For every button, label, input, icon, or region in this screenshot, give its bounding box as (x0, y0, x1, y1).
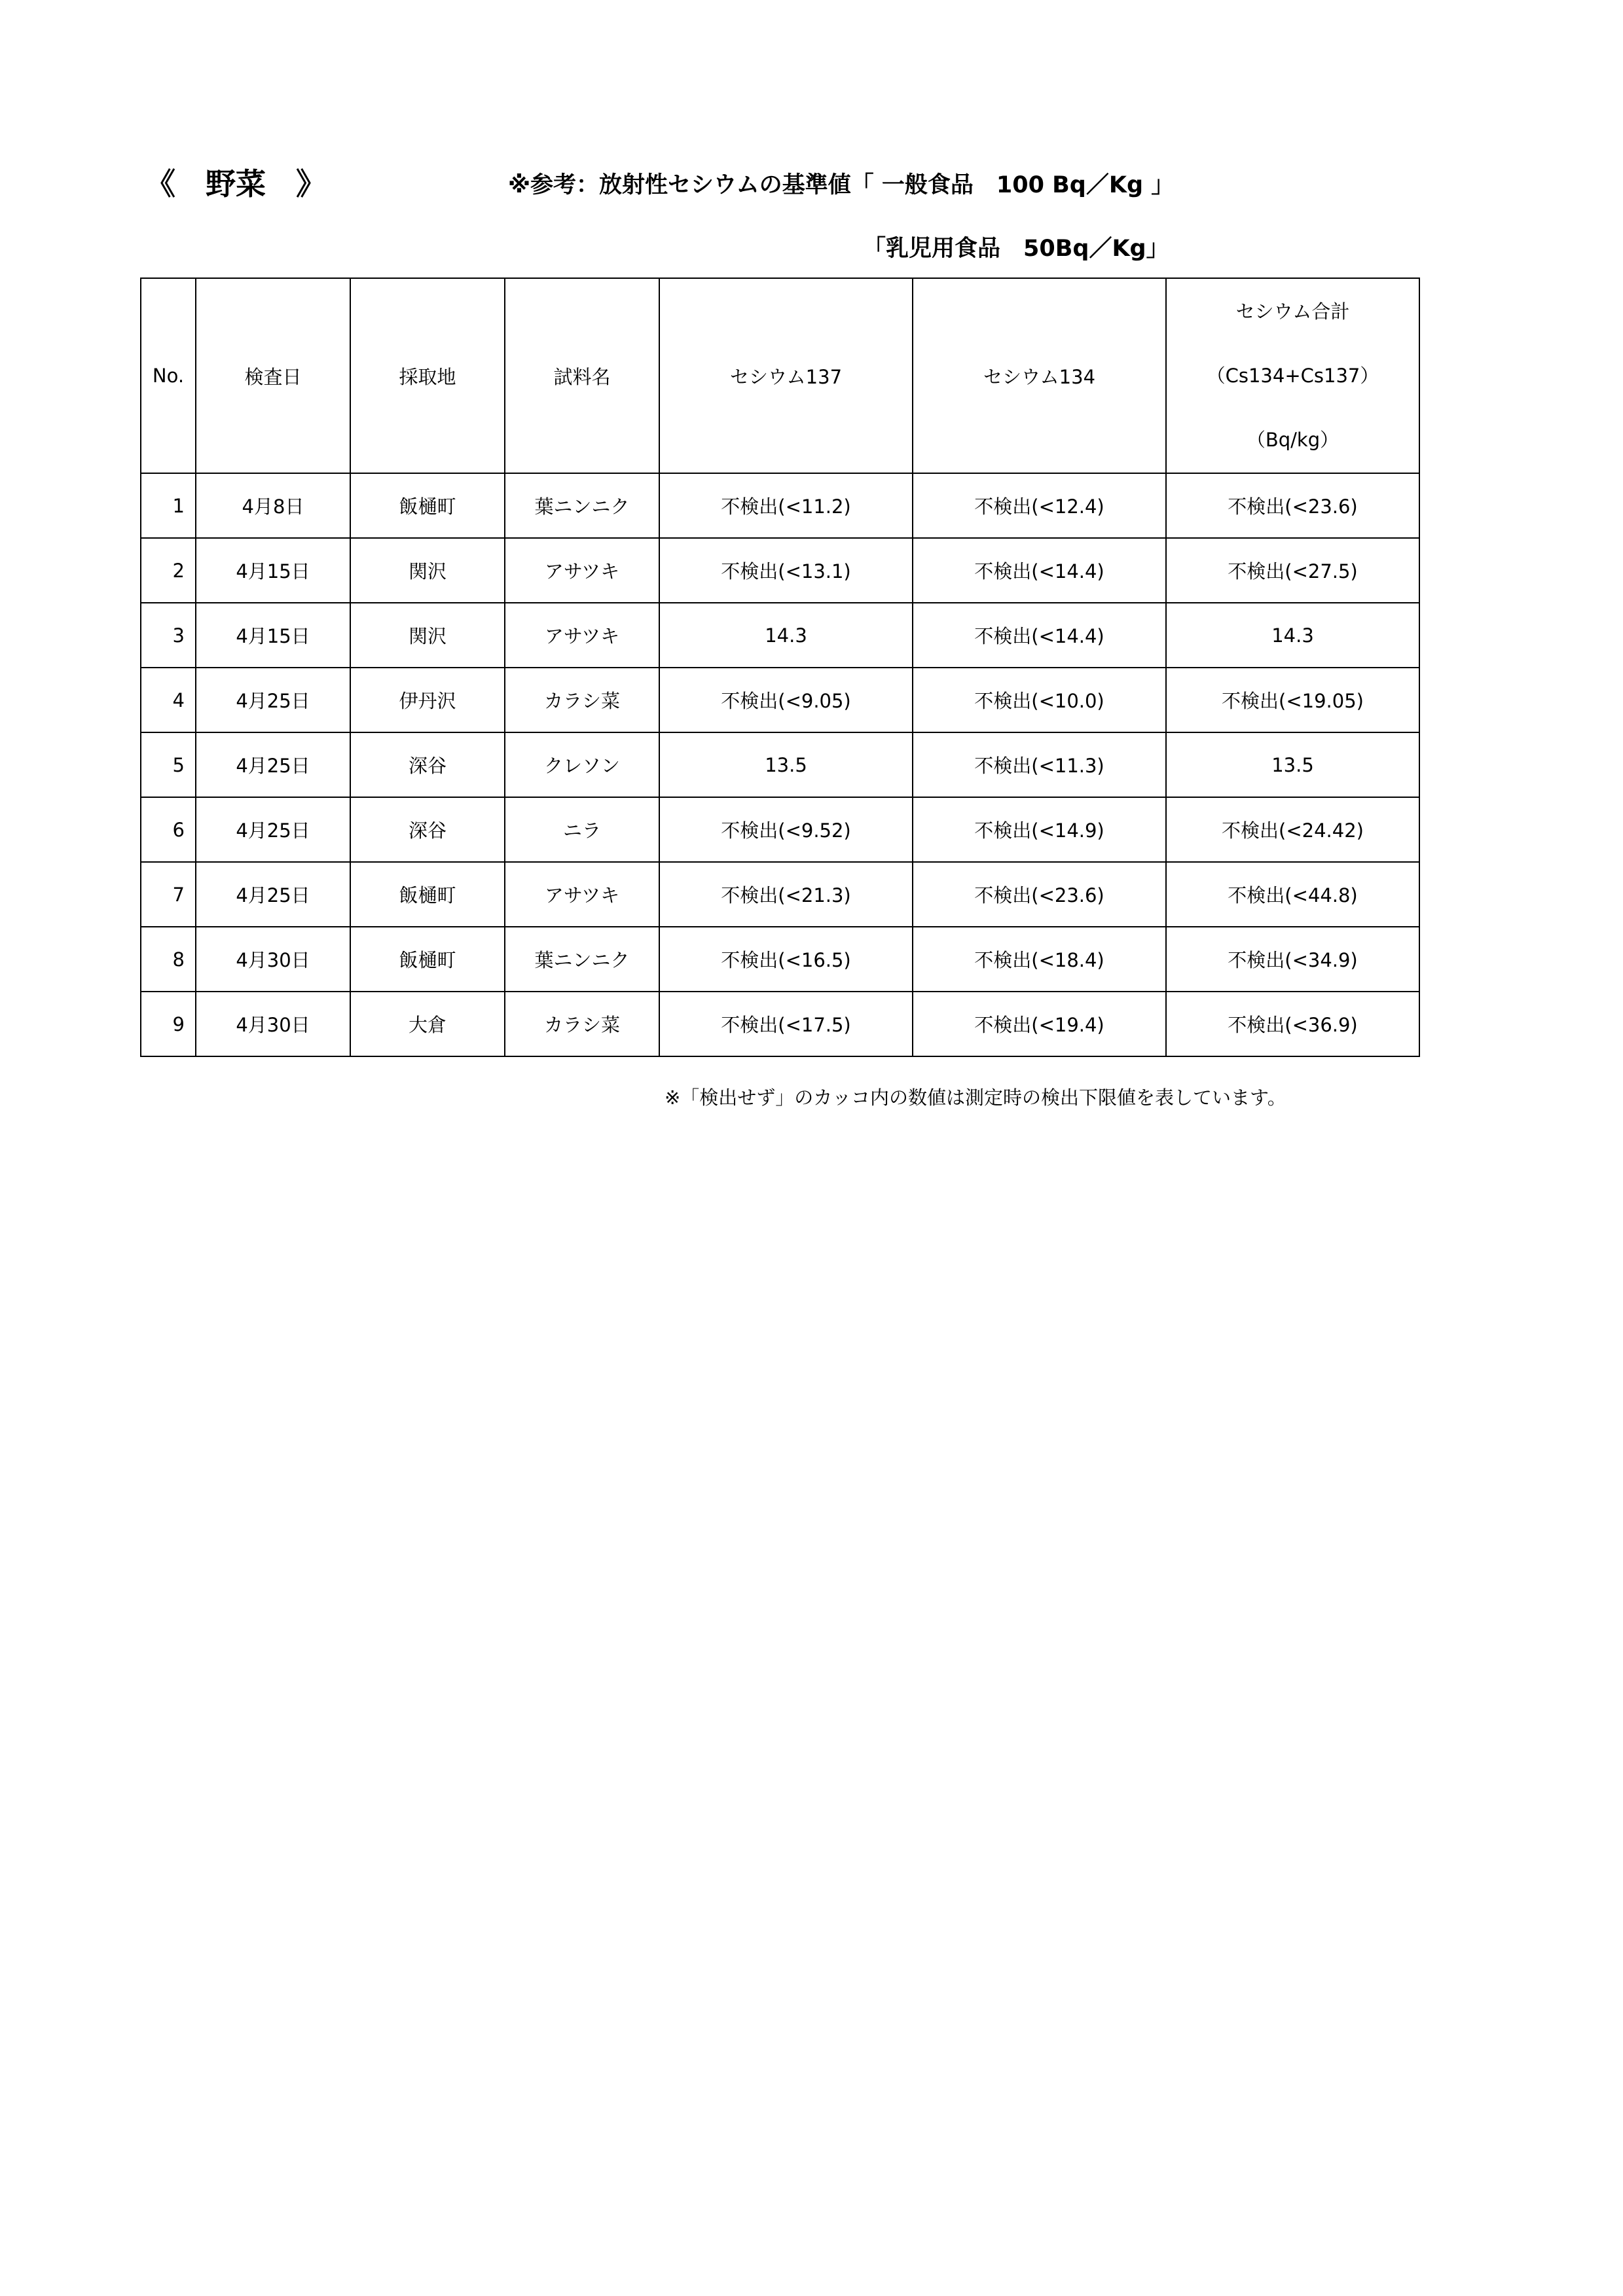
cell-cs137: 不検出(<16.5) (659, 927, 913, 992)
header-total-line1: セシウム合計 (1235, 300, 1350, 323)
cell-total: 14.3 (1166, 603, 1419, 668)
header-date: 検査日 (196, 278, 350, 473)
cell-total: 不検出(<24.42) (1166, 797, 1419, 862)
header-cs137: セシウム137 (659, 278, 913, 473)
cell-no: 5 (141, 732, 196, 797)
cell-location: 飯樋町 (350, 862, 505, 927)
cell-location: 関沢 (350, 538, 505, 603)
cell-cs137: 不検出(<21.3) (659, 862, 913, 927)
footnote: ※「検出せず」のカッコ内の数値は測定時の検出下限値を表しています。 (665, 1086, 1286, 1109)
cell-total: 不検出(<27.5) (1166, 538, 1419, 603)
cell-total: 13.5 (1166, 732, 1419, 797)
cell-date: 4月30日 (196, 992, 350, 1056)
cell-no: 3 (141, 603, 196, 668)
cell-cs134: 不検出(<19.4) (913, 992, 1166, 1056)
cell-sample: ニラ (505, 797, 659, 862)
cell-total: 不検出(<44.8) (1166, 862, 1419, 927)
header-total (1166, 278, 1419, 473)
cell-cs134: 不検出(<18.4) (913, 927, 1166, 992)
reference-standard-general: ※参考：放射性セシウムの基準値「 一般食品 100 Bq／Kg 」 (508, 172, 1175, 198)
cell-sample: 葉ニンニク (505, 473, 659, 538)
cell-sample: アサツキ (505, 603, 659, 668)
cell-cs134: 不検出(<11.3) (913, 732, 1166, 797)
table-row (141, 603, 1419, 668)
cesium-results-table (140, 278, 1420, 1057)
cell-cs134: 不検出(<14.9) (913, 797, 1166, 862)
cell-date: 4月15日 (196, 603, 350, 668)
cell-no: 2 (141, 538, 196, 603)
table-body (141, 473, 1419, 1056)
cell-cs134: 不検出(<10.0) (913, 668, 1166, 732)
table-row (141, 992, 1419, 1056)
reference-standard-infant: 「乳児用食品 50Bq／Kg」 (863, 236, 1169, 262)
table-row (141, 732, 1419, 797)
header-cs134: セシウム134 (913, 278, 1166, 473)
table-row (141, 473, 1419, 538)
cell-date: 4月25日 (196, 862, 350, 927)
cell-cs134: 不検出(<23.6) (913, 862, 1166, 927)
cell-date: 4月15日 (196, 538, 350, 603)
cell-cs137: 不検出(<9.52) (659, 797, 913, 862)
cell-no: 4 (141, 668, 196, 732)
table-row (141, 538, 1419, 603)
cell-cs137: 不検出(<9.05) (659, 668, 913, 732)
header-location: 採取地 (350, 278, 505, 473)
cell-location: 関沢 (350, 603, 505, 668)
header-total-line3: （Bq/kg） (1246, 429, 1340, 451)
cell-cs134: 不検出(<14.4) (913, 538, 1166, 603)
cell-location: 伊丹沢 (350, 668, 505, 732)
cell-cs137: 不検出(<17.5) (659, 992, 913, 1056)
cell-total: 不検出(<34.9) (1166, 927, 1419, 992)
cell-date: 4月25日 (196, 797, 350, 862)
cell-total: 不検出(<19.05) (1166, 668, 1419, 732)
table-row (141, 927, 1419, 992)
cell-total: 不検出(<36.9) (1166, 992, 1419, 1056)
cell-cs137: 不検出(<13.1) (659, 538, 913, 603)
cell-location: 大倉 (350, 992, 505, 1056)
cell-sample: アサツキ (505, 538, 659, 603)
header-total-line2: （Cs134+Cs137） (1206, 365, 1379, 387)
table-row (141, 668, 1419, 732)
cell-date: 4月25日 (196, 668, 350, 732)
header-sample: 試料名 (505, 278, 659, 473)
cell-sample: クレソン (505, 732, 659, 797)
cell-no: 7 (141, 862, 196, 927)
table-header-row (141, 278, 1419, 473)
cell-cs134: 不検出(<12.4) (913, 473, 1166, 538)
cell-sample: アサツキ (505, 862, 659, 927)
cell-no: 9 (141, 992, 196, 1056)
cell-location: 飯樋町 (350, 927, 505, 992)
cell-date: 4月25日 (196, 732, 350, 797)
cell-location: 深谷 (350, 797, 505, 862)
table-row (141, 797, 1419, 862)
cell-cs137: 13.5 (659, 732, 913, 797)
header-no: No. (141, 278, 196, 473)
cell-no: 1 (141, 473, 196, 538)
page-title: 《 野菜 》 (145, 166, 326, 202)
cell-no: 6 (141, 797, 196, 862)
cell-cs137: 不検出(<11.2) (659, 473, 913, 538)
cell-date: 4月8日 (196, 473, 350, 538)
cell-cs137: 14.3 (659, 603, 913, 668)
cell-sample: カラシ菜 (505, 992, 659, 1056)
cell-sample: カラシ菜 (505, 668, 659, 732)
cell-location: 深谷 (350, 732, 505, 797)
cell-no: 8 (141, 927, 196, 992)
cell-sample: 葉ニンニク (505, 927, 659, 992)
table-row (141, 862, 1419, 927)
cell-date: 4月30日 (196, 927, 350, 992)
cell-total: 不検出(<23.6) (1166, 473, 1419, 538)
cell-location: 飯樋町 (350, 473, 505, 538)
cell-cs134: 不検出(<14.4) (913, 603, 1166, 668)
